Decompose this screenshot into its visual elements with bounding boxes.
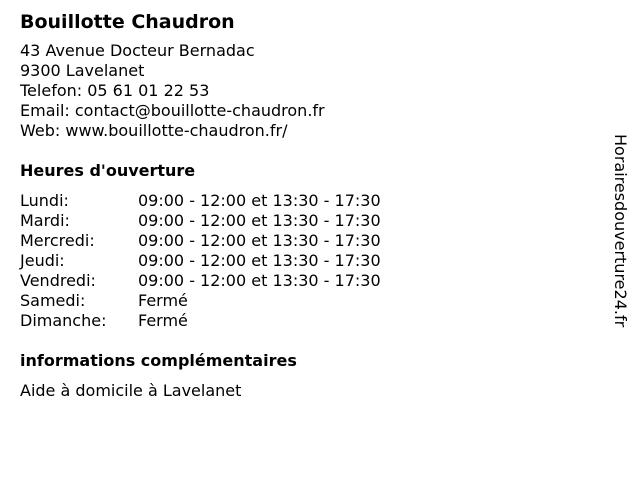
opening-hours-heading: Heures d'ouverture: [20, 161, 196, 180]
opening-hours-table: [20, 191, 600, 331]
hours-time: 09:00 - 12:00 et 13:30 - 17:30: [138, 231, 381, 250]
business-card: [20, 9, 600, 401]
hours-day: Mercredi:: [20, 231, 95, 250]
hours-row-monday: [20, 191, 600, 211]
email-label: Email:: [20, 101, 75, 120]
hours-row-saturday: [20, 291, 600, 311]
address-line-2: 9300 Lavelanet: [20, 61, 145, 80]
hours-time: Fermé: [138, 291, 188, 310]
additional-info-text: Aide à domicile à Lavelanet: [20, 381, 242, 400]
hours-time: 09:00 - 12:00 et 13:30 - 17:30: [138, 271, 381, 290]
address-line-1: 43 Avenue Docteur Bernadac: [20, 41, 255, 60]
hours-row-wednesday: [20, 231, 600, 251]
hours-day: Vendredi:: [20, 271, 96, 290]
hours-day: Jeudi:: [20, 251, 65, 270]
hours-row-tuesday: [20, 211, 600, 231]
website-link[interactable]: www.bouillotte-chaudron.fr/: [65, 121, 288, 140]
phone-line: [20, 81, 600, 101]
phone-link[interactable]: 05 61 01 22 53: [87, 81, 210, 100]
email-line: [20, 101, 600, 121]
hours-row-thursday: [20, 251, 600, 271]
web-line: [20, 121, 600, 141]
hours-row-friday: [20, 271, 600, 291]
hours-time: Fermé: [138, 311, 188, 330]
hours-day: Mardi:: [20, 211, 70, 230]
hours-time: 09:00 - 12:00 et 13:30 - 17:30: [138, 251, 381, 270]
hours-time: 09:00 - 12:00 et 13:30 - 17:30: [138, 191, 381, 210]
additional-info-heading: informations complémentaires: [20, 351, 297, 370]
site-brand-vertical: Horairesdouverture24.fr: [611, 134, 630, 328]
email-link[interactable]: contact@bouillotte-chaudron.fr: [74, 101, 325, 120]
hours-row-sunday: [20, 311, 600, 331]
phone-label: Telefon:: [20, 81, 88, 100]
hours-time: 09:00 - 12:00 et 13:30 - 17:30: [138, 211, 381, 230]
hours-day: Lundi:: [20, 191, 69, 210]
business-name: Bouillotte Chaudron: [20, 11, 235, 33]
hours-day: Samedi:: [20, 291, 86, 310]
web-label: Web:: [20, 121, 66, 140]
hours-day: Dimanche:: [20, 311, 107, 330]
